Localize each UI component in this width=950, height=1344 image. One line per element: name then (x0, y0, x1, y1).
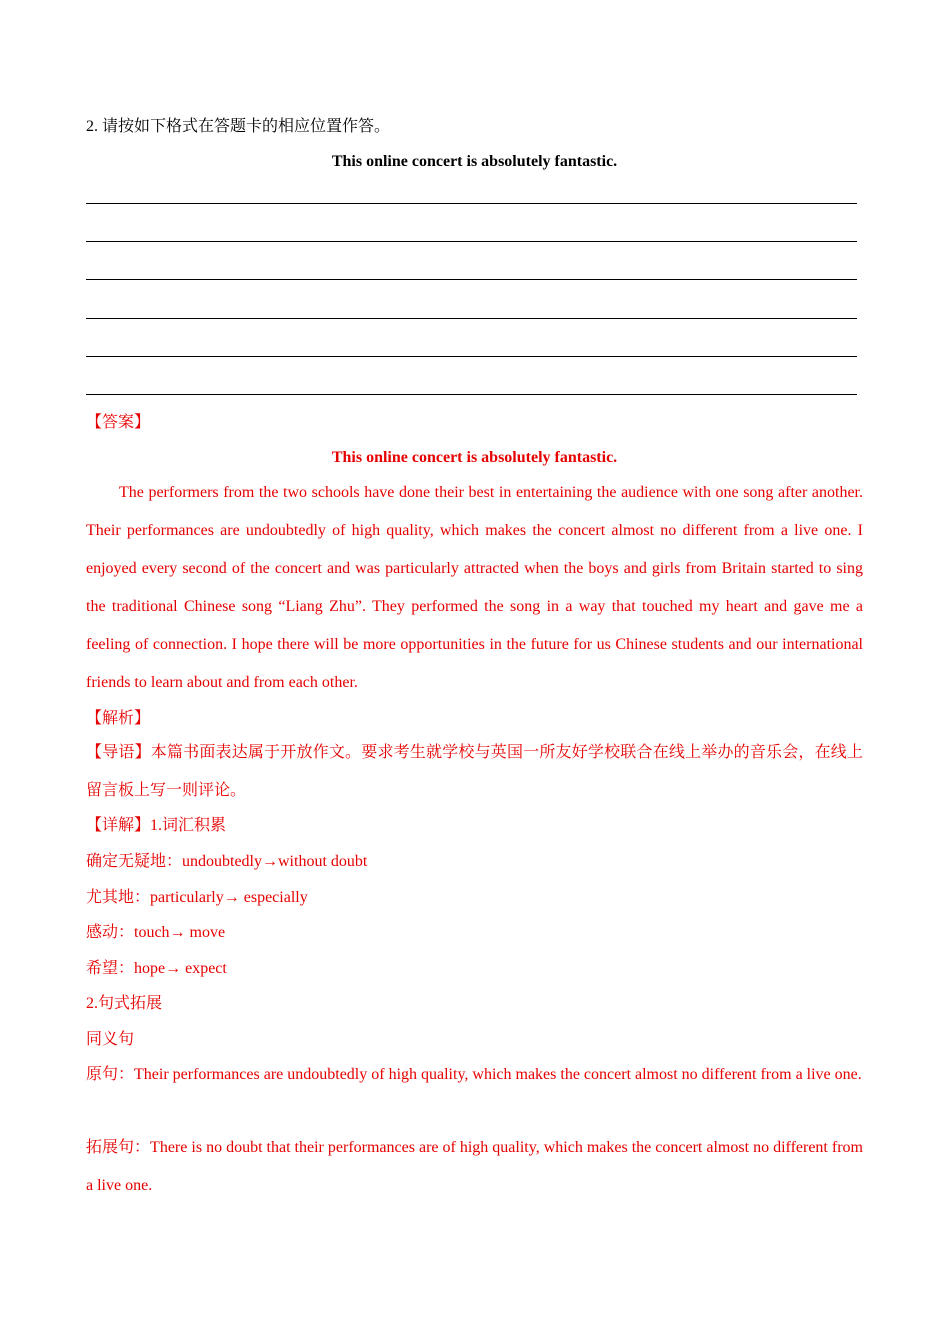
sentence-heading: 2.句式拓展 (86, 995, 163, 1012)
vocab-item: 感动：touch→ move (86, 924, 226, 941)
analysis-label: 【解析】 (86, 710, 151, 727)
answer-label: 【答案】 (86, 414, 151, 431)
detail-heading: 【详解】1.词汇积累 (86, 817, 227, 834)
vocab-item: 确定无疑地：undoubtedly→without doubt (86, 853, 368, 870)
answer-line (86, 279, 857, 280)
expanded-sentence: 拓展句：There is no doubt that their performances are of high quality, which makes the concert almost no different from a live one. (86, 1139, 863, 1194)
answer-line (86, 318, 857, 319)
guide-paragraph: 【导语】本篇书面表达属于开放作文。要求考生就学校与英国一所友好学校联合在线上举办的音乐会，在线上留言板上写一则评论。 (86, 744, 863, 799)
prompt-title: This online concert is absolutely fantastic. (331, 153, 618, 170)
answer-line (86, 241, 857, 242)
model-essay: The performers from the two schools have done their best in entertaining the audience with one song after another. Their performances are undoubtedly of high quality, which makes the concert almost no different from a live one. I enjoyed every second of the concert and was particularly attracted when the boys and girls from Britain started to sing the traditional Chinese song “Liang Zhu”. They performed the song in a way that touched my heart and gave me a feeling of connection. I hope there will be more opportunities in the future for us Chinese students and our international friends to learn about and from each other. (86, 484, 863, 691)
original-sentence: 原句：Their performances are undoubtedly of high quality, which makes the concert almost no different from a live one. (86, 1066, 862, 1083)
vocab-item: 希望：hope→ expect (86, 960, 227, 977)
answer-title: This online concert is absolutely fantastic. (331, 449, 618, 466)
answer-line (86, 203, 857, 204)
vocab-item: 尤其地：particularly→ especially (86, 889, 308, 906)
answer-line (86, 356, 857, 357)
instruction-text: 2. 请按如下格式在答题卡的相应位置作答。 (86, 118, 391, 135)
synonym-heading: 同义句 (86, 1031, 135, 1048)
answer-line (86, 394, 857, 395)
